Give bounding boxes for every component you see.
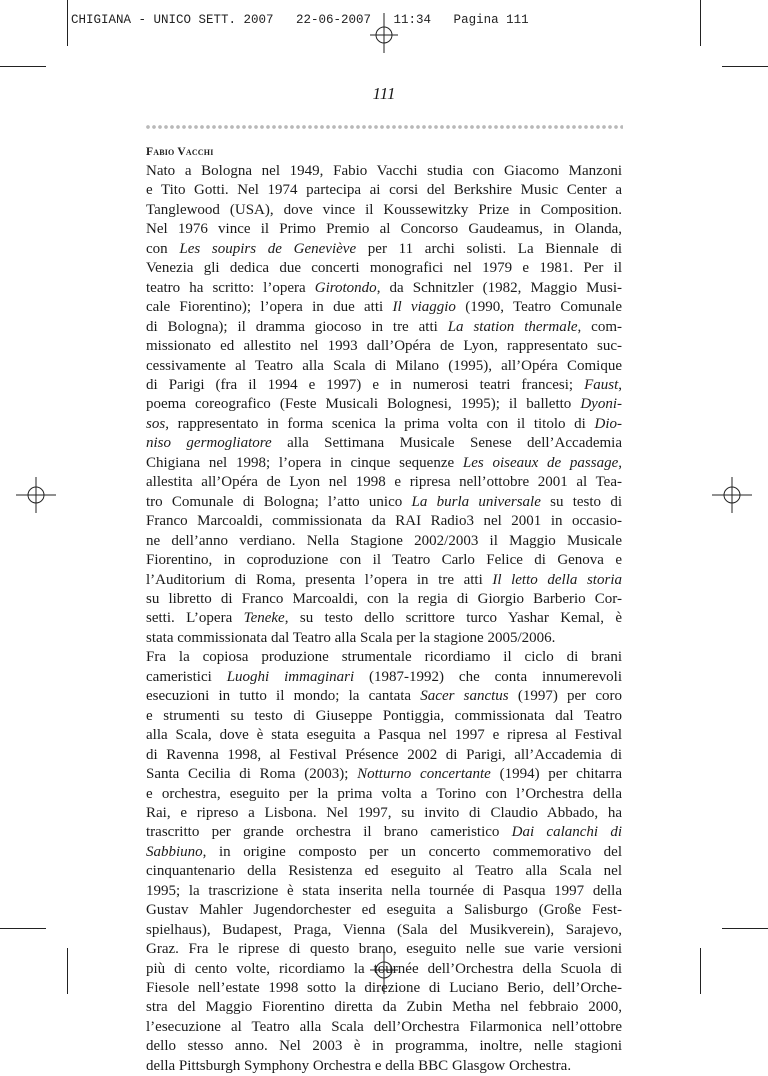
- work-title: La station thermale: [447, 318, 578, 335]
- text-line: [146, 960, 622, 979]
- author-heading: Fabio Vacchi: [146, 146, 214, 158]
- text-run: l’Auditorium di Roma, presenta l’opera in tre atti: [146, 571, 493, 588]
- crop-mark: [0, 66, 46, 67]
- text-run: della Pittsburgh Symphony Orchestra e della BBC Glasgow Orchestra.: [146, 1057, 572, 1074]
- text-run: setti. L’opera: [146, 610, 244, 627]
- page-number: 111: [372, 84, 396, 103]
- text-line: [146, 998, 622, 1017]
- crop-mark: [700, 0, 701, 46]
- text-run: Santa Cecilia di Roma (2003);: [146, 766, 358, 783]
- work-title: Les oiseaux de passage: [462, 454, 619, 471]
- text-line: [146, 940, 622, 959]
- text-run: di Ravenna 1998, al Festival Présence 2002 di Parigi, all’Accademia di: [146, 746, 622, 763]
- text-line: [146, 395, 622, 414]
- text-run: Graz. Fra le riprese di questo brano, eseguito nelle sue varie versioni: [146, 941, 622, 958]
- work-title: Notturno concertante: [357, 766, 491, 783]
- text-line: [146, 590, 622, 609]
- text-line: [146, 979, 622, 998]
- text-line: [146, 882, 622, 901]
- text-run: , su testo dello scrittore turco Yashar Kemal, è: [284, 610, 622, 627]
- text-line: [146, 240, 622, 259]
- text-run: cessivamente al Teatro alla Scala di Milano (1995), all’Opéra Comique: [146, 357, 622, 374]
- text-line: [146, 551, 622, 570]
- text-run: , in origine composto per un concerto commemorativo del: [202, 843, 622, 860]
- text-run: di Parigi (fra il 1994 e 1997) e in numerosi teatri francesi;: [146, 376, 585, 393]
- text-run: Gustav Mahler Jugendorchester ed eseguita a Salisburgo (Große Fest-: [146, 902, 622, 919]
- text-line: [146, 609, 622, 628]
- text-run: per 11 archi solisti. La Biennale di: [356, 240, 622, 257]
- work-title: Il letto della storia: [492, 571, 622, 588]
- text-run: , rappresentato in forma scenica la prima volta con il titolo di: [165, 415, 595, 432]
- registration-mark-icon: [16, 475, 56, 515]
- work-title: Sabbiuno: [146, 843, 203, 860]
- text-run: Fiesole nell’estate 1998 sotto la direzione di Luciano Berio, dell’Orche-: [146, 980, 622, 997]
- text-run: Nato a Bologna nel 1949, Fabio Vacchi studia con Giacomo Manzoni: [146, 163, 622, 179]
- text-run: con: [146, 240, 180, 257]
- text-run: alla Settimana Musicale Senese dell’Accademia: [271, 435, 623, 452]
- text-line: [146, 220, 622, 239]
- text-line: [146, 746, 622, 765]
- text-run: Franco Marcoaldi, commissionata da RAI Radio3 nel 2001 in occasio-: [146, 513, 622, 530]
- registration-mark-icon: [712, 475, 752, 515]
- text-run: (1994) per chitarra: [490, 766, 622, 783]
- text-line: [146, 318, 622, 337]
- text-line: [146, 434, 622, 453]
- work-title: Faust: [584, 376, 619, 393]
- text-line: [146, 162, 622, 181]
- work-title: Girotondo: [314, 279, 377, 296]
- text-line: [146, 823, 622, 842]
- text-run: Nel 1976 vince il Primo Premio al Concorso Gaudeamus, in Olanda,: [146, 221, 622, 238]
- text-line: [146, 901, 622, 920]
- text-line: [146, 571, 622, 590]
- crop-mark: [67, 0, 68, 46]
- text-run: tro Comunale di Bologna; l’atto unico: [146, 493, 412, 510]
- work-title: Sacer sanctus: [420, 688, 509, 705]
- text-line: [146, 921, 622, 940]
- text-run: Chigiana nel 1998; l’opera in cinque sequenze: [146, 454, 463, 471]
- text-run: trascritto per grande orchestra il brano cameristico: [146, 824, 512, 841]
- text-line: [146, 862, 622, 881]
- text-line: [146, 259, 622, 278]
- text-line: [146, 473, 622, 492]
- dotted-divider: [145, 124, 623, 130]
- text-line: [146, 1057, 622, 1076]
- text-line: [146, 181, 622, 200]
- work-title: sos: [146, 415, 166, 432]
- text-line: [146, 298, 622, 317]
- text-line: [146, 1037, 622, 1056]
- text-run: , com-: [577, 318, 622, 335]
- text-line: [146, 648, 622, 667]
- text-run: , da Schnitzler (1982, Maggio Musi-: [376, 279, 623, 296]
- text-run: Rai, e ripreso a Lisbona. Nel 1997, su invito di Claudio Abbado, ha: [146, 804, 622, 821]
- text-run: esecuzioni in tutto il mondo; la cantata: [146, 688, 421, 705]
- text-run: e orchestra, eseguito per la prima volta a Torino con l’Orchestra della: [146, 785, 622, 802]
- text-run: stata commissionata dal Teatro alla Scala per la stagione 2005/2006.: [146, 629, 556, 646]
- biography-text: [146, 162, 622, 1076]
- text-run: ne dell’anno verdiano. Nella Stagione 2002/2003 il Maggio Musicale: [146, 532, 622, 549]
- text-line: [146, 493, 622, 512]
- crop-mark: [0, 928, 46, 929]
- text-run: e strumenti su testo di Giuseppe Pontiggia, commissionata dal Teatro: [146, 707, 622, 724]
- text-line: [146, 454, 622, 473]
- text-run: di Bologna); il dramma giocoso in tre atti: [146, 318, 448, 335]
- text-line: [146, 726, 622, 745]
- text-line: [146, 843, 622, 862]
- text-run: dello stesso anno. Nel 2003 è in programma, inoltre, nelle stagioni: [146, 1038, 622, 1055]
- printer-slug: CHIGIANA - UNICO SETT. 2007 22-06-2007 11:34 Pagina 111: [71, 13, 529, 27]
- text-line: [146, 687, 622, 706]
- text-run: allestita all’Opéra de Lyon nel 1998 e ripresa nell’ottobre 2001 al Tea-: [146, 474, 622, 491]
- text-run: su testo di: [540, 493, 622, 510]
- text-run: 1995; la trascrizione è stata inserita nella tournée di Pasqua 1997 della: [146, 882, 622, 899]
- text-run: (1997) per coro: [508, 688, 623, 705]
- work-title: niso germogliatore: [146, 435, 272, 452]
- text-line: [146, 785, 622, 804]
- text-run: missionato ed allestito nel 1993 dall’Opéra de Lyon, rappresentato suc-: [146, 338, 622, 355]
- crop-mark: [722, 66, 768, 67]
- text-run: e Tito Gotti. Nel 1974 partecipa ai corsi del Berkshire Music Center a: [146, 182, 622, 199]
- text-run: (1987-1992) che conta innumerevoli: [354, 668, 622, 685]
- text-run: (1990, Teatro Comunale: [455, 299, 622, 316]
- text-line: [146, 201, 622, 220]
- work-title: Il viaggio: [392, 299, 456, 316]
- text-run: teatro ha scritto: l’opera: [146, 279, 315, 296]
- text-line: [146, 279, 622, 298]
- text-line: [146, 337, 622, 356]
- text-line: [146, 1018, 622, 1037]
- text-run: cale Fiorentino); l’opera in due atti: [146, 299, 393, 316]
- crop-mark: [722, 928, 768, 929]
- text-line: [146, 532, 622, 551]
- text-run: l’esecuzione al Teatro alla Scala dell’Orchestra Filarmonica nell’ottobre: [146, 1018, 622, 1035]
- text-line: [146, 376, 622, 395]
- text-line: [146, 415, 622, 434]
- text-line: [146, 357, 622, 376]
- text-run: ,: [618, 376, 622, 393]
- text-line: [146, 668, 622, 687]
- work-title: Dio-: [594, 415, 622, 432]
- text-run: Venezia gli dedica due concerti monografici nel 1979 e 1981. Per il: [146, 260, 622, 277]
- crop-mark: [67, 948, 68, 994]
- text-run: poema coreografico (Feste Musicali Bolognesi, 1995); il balletto: [146, 396, 581, 413]
- text-line: [146, 765, 622, 784]
- text-run: stra del Maggio Fiorentino diretta da Zubin Metha nel febbraio 2000,: [146, 999, 622, 1016]
- text-run: Tanglewood (USA), dove vince il Koussewitzky Prize in Composition.: [146, 201, 622, 218]
- work-title: Dyoni-: [580, 396, 622, 413]
- text-run: più di cento volte, ricordiamo la tournée dell’Orchestra della Scuola di: [146, 960, 622, 977]
- text-run: Fra la copiosa produzione strumentale ricordiamo il ciclo di brani: [146, 649, 622, 666]
- text-run: ,: [618, 454, 622, 471]
- work-title: Les soupirs de Geneviève: [179, 240, 357, 257]
- crop-mark: [700, 948, 701, 994]
- text-line: [146, 707, 622, 726]
- text-run: spielhaus), Budapest, Praga, Vienna (Sala del Musikverein), Sarajevo,: [146, 921, 622, 938]
- text-run: cinquantenario della Resistenza ed eseguito al Teatro alla Scala nel: [146, 863, 622, 880]
- text-line: [146, 512, 622, 531]
- text-line: [146, 629, 622, 648]
- work-title: Teneke: [243, 610, 285, 627]
- text-line: [146, 804, 622, 823]
- work-title: Luoghi immaginari: [226, 668, 355, 685]
- text-run: su libretto di Franco Marcoaldi, con la regia di Giorgio Barberio Cor-: [146, 590, 622, 607]
- text-run: alla Scala, dove è stata eseguita a Pasqua nel 1997 e ripresa al Festival: [146, 727, 622, 744]
- work-title: Dai calanchi di: [511, 824, 622, 841]
- text-run: cameristici: [146, 668, 227, 685]
- text-run: Fiorentino, in coproduzione con il Teatro Carlo Felice di Genova e: [146, 552, 622, 569]
- registration-mark-icon: [366, 13, 402, 53]
- work-title: La burla universale: [411, 493, 541, 510]
